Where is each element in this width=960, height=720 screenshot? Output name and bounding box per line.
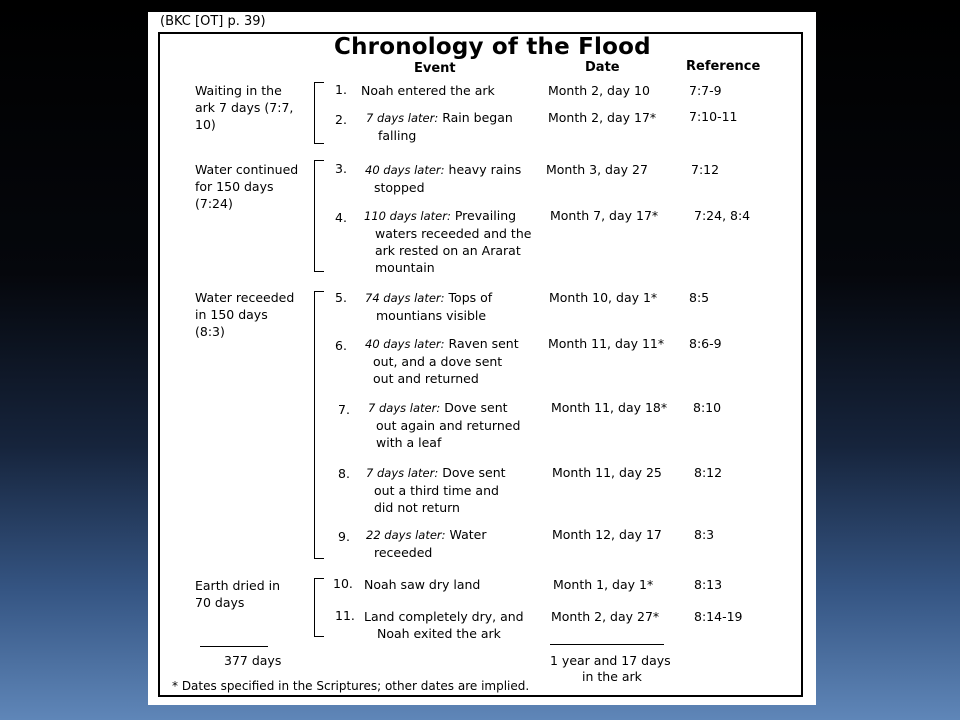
period-bracket — [314, 160, 324, 272]
event-number: 7. — [338, 402, 350, 417]
event-text: Noah entered the ark — [361, 83, 495, 98]
event-number: 3. — [335, 161, 347, 176]
period-bracket — [314, 578, 324, 637]
event-date: Month 1, day 1* — [553, 577, 654, 592]
event-reference: 8:10 — [693, 400, 722, 415]
period-label: Water continued for 150 days (7:24) — [195, 162, 299, 211]
period-bracket — [314, 82, 324, 144]
event-text: Land completely dry, and Noah exited the ark — [364, 609, 524, 641]
event-date: Month 11, day 18* — [551, 400, 668, 415]
total-rule — [550, 644, 664, 645]
event-text: 7 days later: Dove sent out again and returned with a leaf — [368, 400, 521, 450]
event-date: Month 11, day 11* — [548, 336, 665, 351]
event-text: 40 days later: Raven sent out, and a dove sent out and returned — [365, 336, 519, 386]
event-date: Month 3, day 27 — [546, 162, 648, 177]
page-title: Chronology of the Flood — [334, 34, 651, 60]
total-duration: 1 year and 17 days — [550, 653, 671, 668]
event-number: 2. — [335, 112, 347, 127]
total-duration-sub: in the ark — [582, 669, 642, 684]
event-number: 10. — [333, 576, 353, 591]
event-date: Month 11, day 25 — [552, 465, 662, 480]
header-reference: Reference — [686, 59, 761, 74]
event-date: Month 2, day 27* — [551, 609, 660, 624]
event-reference: 8:3 — [694, 527, 715, 542]
event-number: 6. — [335, 338, 347, 353]
period-bracket — [314, 291, 324, 559]
event-reference: 7:7-9 — [689, 83, 722, 98]
slide — [148, 12, 816, 705]
event-reference: 8:6-9 — [689, 336, 722, 351]
header-date: Date — [585, 60, 620, 75]
event-reference: 7:12 — [691, 162, 720, 177]
event-number: 9. — [338, 529, 350, 544]
event-number: 5. — [335, 290, 347, 305]
event-text: 74 days later: Tops of mountians visible — [365, 290, 493, 323]
event-number: 8. — [338, 466, 350, 481]
event-number: 11. — [335, 608, 355, 623]
period-label: Water receeded in 150 days (8:3) — [195, 290, 295, 339]
event-reference: 8:14-19 — [694, 609, 743, 624]
event-date: Month 2, day 17* — [548, 110, 657, 125]
total-rule — [200, 646, 268, 647]
event-date: Month 12, day 17 — [552, 527, 662, 542]
event-date: Month 7, day 17* — [550, 208, 659, 223]
event-text: 40 days later: heavy rains stopped — [365, 162, 522, 195]
period-label: Earth dried in 70 days — [195, 578, 281, 610]
event-number: 1. — [335, 82, 347, 97]
event-text: 7 days later: Dove sent out a third time and did not return — [366, 465, 506, 515]
event-number: 4. — [335, 210, 347, 225]
header-event: Event — [414, 61, 456, 76]
event-text: Noah saw dry land — [364, 577, 481, 592]
event-date: Month 2, day 10 — [548, 83, 650, 98]
total-days: 377 days — [224, 653, 282, 668]
period-label: Waiting in the ark 7 days (7:7, 10) — [195, 83, 294, 132]
source-note: (BKC [OT] p. 39) — [160, 14, 266, 29]
event-reference: 8:12 — [694, 465, 723, 480]
event-reference: 7:10-11 — [689, 109, 738, 124]
event-date: Month 10, day 1* — [549, 290, 658, 305]
event-reference: 8:13 — [694, 577, 723, 592]
footnote: * Dates specified in the Scriptures; other dates are implied. — [172, 679, 530, 693]
event-reference: 7:24, 8:4 — [694, 208, 751, 223]
event-text: 110 days later: Prevailing waters receeded and the ark rested on an Ararat mountain — [364, 208, 532, 275]
event-text: 22 days later: Water receeded — [366, 527, 487, 560]
event-reference: 8:5 — [689, 290, 710, 305]
event-text: 7 days later: Rain began falling — [366, 110, 513, 143]
